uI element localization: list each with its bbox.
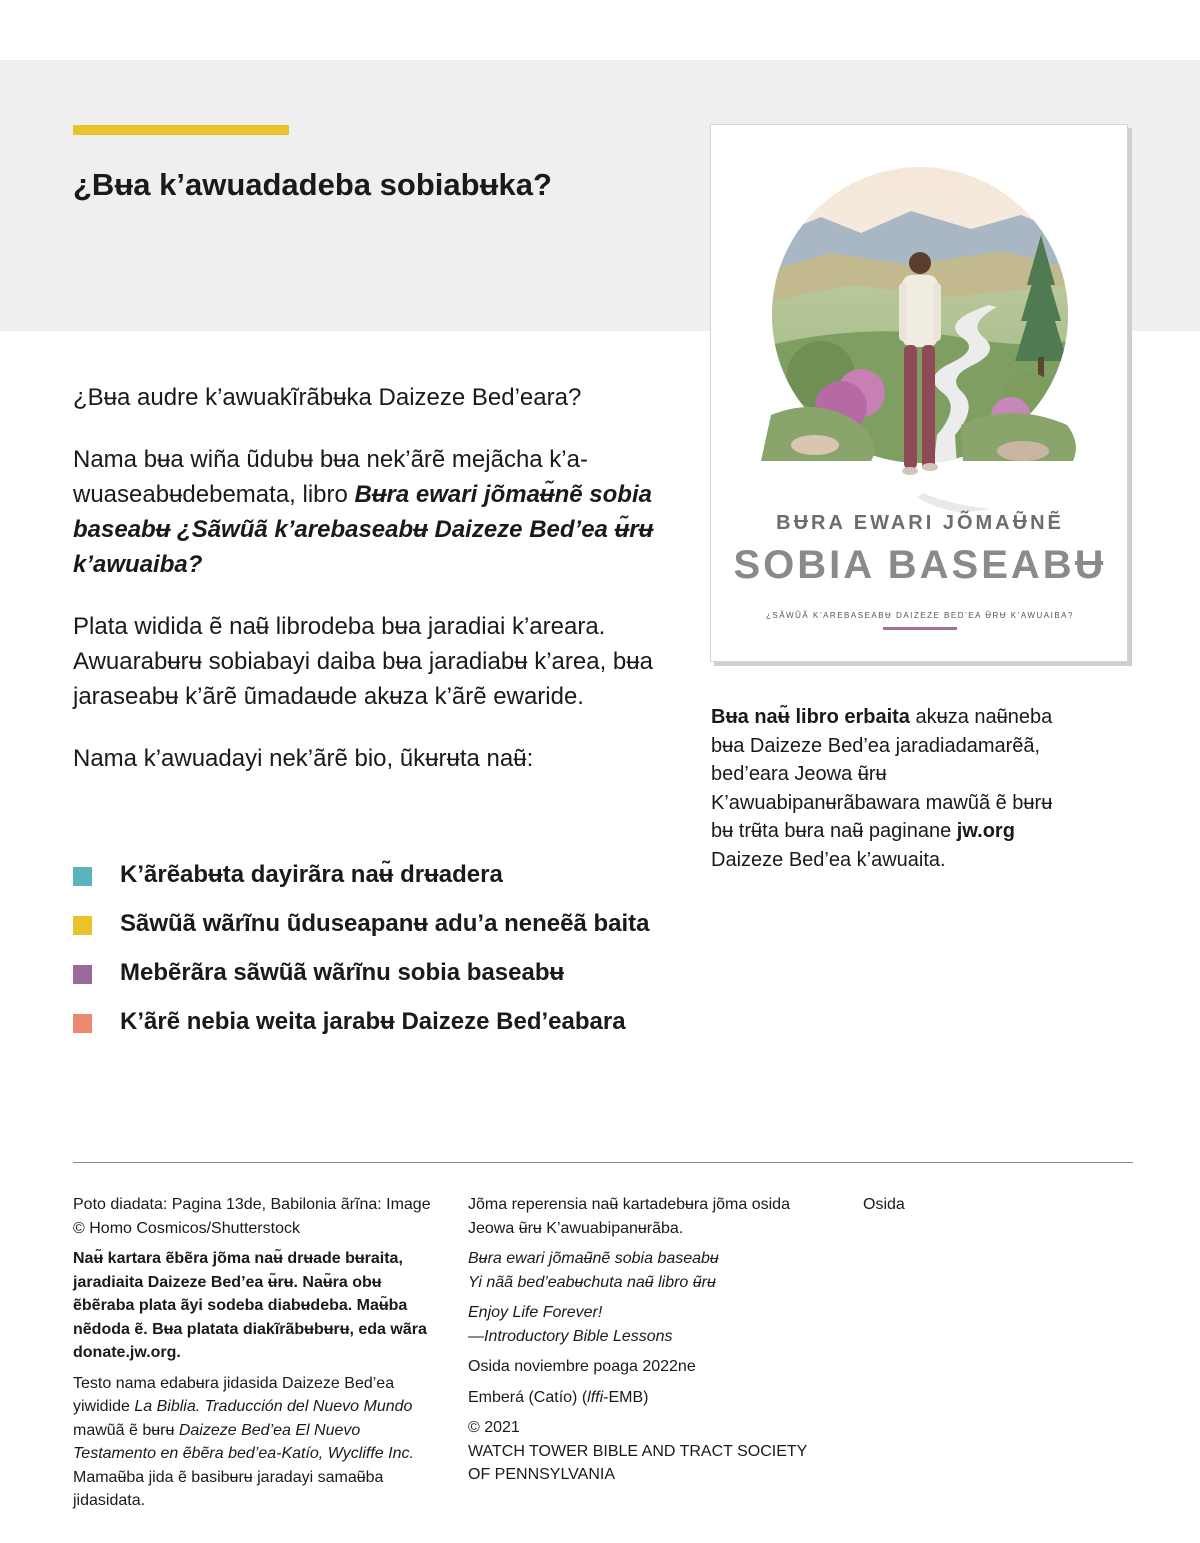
printed-date: Osida noviembre poaga 2022ne xyxy=(468,1358,696,1375)
book-title-inline: Bʉra ewari jõmaʉ̃nẽ sobia baseabʉ ¿Sãwũã k’arebaseabʉ Daizeze Bed’ea ʉ̃rʉ k’awuaiba? xyxy=(73,481,654,578)
square-bullet-icon xyxy=(73,965,92,984)
footer-divider xyxy=(73,1162,1133,1163)
list-item: K’ãrẽabʉta dayirãra naʉ̃ drʉadera xyxy=(73,857,663,892)
intro-paragraph-offer: Nama bʉa wiña ũdubʉ bʉa nek’ãrẽ mejãcha k’awuaseabʉdebemata, libro Bʉra ewari jõmaʉ̃nẽ sobia baseabʉ ¿Sãwũã k’arebaseabʉ Daizeze Bed’ea ʉ̃rʉ k’awuaiba? xyxy=(73,446,654,578)
donation-note: Naʉ̃ kartara ẽbẽra jõma naʉ̃ drʉade bʉraita, jaradiaita Daizeze Bed’ea ʉ̃rʉ. Naʉ̃ra obʉ ẽbẽraba plata ãyi sodeba diabʉdeba. Maʉ̃ba nẽdoda ẽ. Bʉa platata diakĩrãbʉbʉrʉ, eda wãra donate.jw.org. xyxy=(73,1250,427,1361)
english-title: Enjoy Life Forever! —Introductory Bible Lessons xyxy=(468,1304,673,1345)
book-cover xyxy=(710,124,1128,662)
intro-question: ¿Bʉa audre k’awuakĩrãbʉka Daizeze Bed’eara? xyxy=(73,384,582,411)
publication-title: Bʉra ewari jõmaʉ̃nẽ sobia baseabʉ Yi nãã bed’eabʉchuta naʉ̃ libro ʉ̃rʉ xyxy=(468,1250,719,1291)
list-item: Mebẽrãra sãwũã wãrĩnu sobia baseabʉ xyxy=(73,955,663,990)
website-link[interactable]: jw.org xyxy=(956,820,1015,842)
footer-column-credits xyxy=(73,1193,443,1520)
language-code: Emberá (Catío) (lffi-EMB) xyxy=(468,1388,649,1406)
accent-bar xyxy=(73,125,289,135)
cover-caption: Bʉa naʉ̃ libro erbaita akʉza naʉ̃neba bʉa Daizeze Bed’ea jaradiadamarẽã, bed’eara Jeowa ʉ̃rʉ K’awuabipanʉrãbawara mawũã ẽ bʉrʉ bʉ trʉ̃ta bʉra naʉ̃ paginane jw.org Daizeze Bed’ea k’awuaita. xyxy=(711,706,1053,871)
osida-label: Osida xyxy=(863,1196,905,1213)
square-bullet-icon xyxy=(73,916,92,935)
intro-paragraph-topics-lead: Nama k’awuadayi nek’ãrẽ bio, ũkʉrʉta naʉ̃: xyxy=(73,745,534,772)
cover-divider xyxy=(883,627,957,630)
topic-list xyxy=(73,857,663,1053)
list-item: K’ãrẽ nebia weita jarabʉ Daizeze Bed’eabara xyxy=(73,1004,663,1039)
square-bullet-icon xyxy=(73,867,92,886)
reference-note: Jõma reperensia naʉ̃ kartadebʉra jõma osida Jeowa ʉ̃rʉ K’awuabipanʉrãba. xyxy=(468,1196,790,1237)
footer-column-stamp xyxy=(863,1193,1063,1224)
copyright: © 2021 WATCH TOWER BIBLE AND TRACT SOCIETY OF PENNSYLVANIA xyxy=(468,1419,808,1483)
list-item: Sãwũã wãrĩnu ũduseapanʉ adu’a neneẽã baita xyxy=(73,906,663,941)
cover-supertitle: BɄRA EWARI JÕMAɄ̃NẼ xyxy=(776,512,1064,534)
bible-text-note: Testo nama edabʉra jidasida Daizeze Bed’ea yiwidide La Biblia. Traducción del Nuevo Mundo mawũã ẽ bʉrʉ Daizeze Bed’ea El Nuevo Testamento en ẽbẽra bed’ea-Katío, Wycliffe Inc. Mamaʉ̃ba jida ẽ basibʉrʉ jaradayi samaʉ̃ba jidasidata. xyxy=(73,1374,414,1509)
cover-main-title: SOBIA BASEABɄ xyxy=(733,543,1107,587)
photo-credit: Poto diadata: Pagina 13de, Babilonia ãrĩna: Image © Homo Cosmicos/Shutterstock xyxy=(73,1196,431,1237)
square-bullet-icon xyxy=(73,1014,92,1033)
intro-text xyxy=(73,380,663,803)
cover-subtitle: ¿SÃWŨÃ K’AREBASEABɄ DAIZEZE BED’EA Ʉ̃RɄ K’AWUAIBA? xyxy=(766,611,1074,620)
intro-paragraph-free: Plata widida ẽ naʉ̃ librodeba bʉa jaradiai k’areara. Awuarabʉrʉ sobiabayi daiba bʉa jaradiabʉ k’area, bʉa jaraseabʉ k’ãrẽ ũmadaʉde akʉza k’ãrẽ ewaride. xyxy=(73,613,653,710)
footer-column-publication xyxy=(468,1193,838,1494)
page-title: ¿Bʉa k’awuadadeba sobiabʉka? xyxy=(73,167,552,202)
